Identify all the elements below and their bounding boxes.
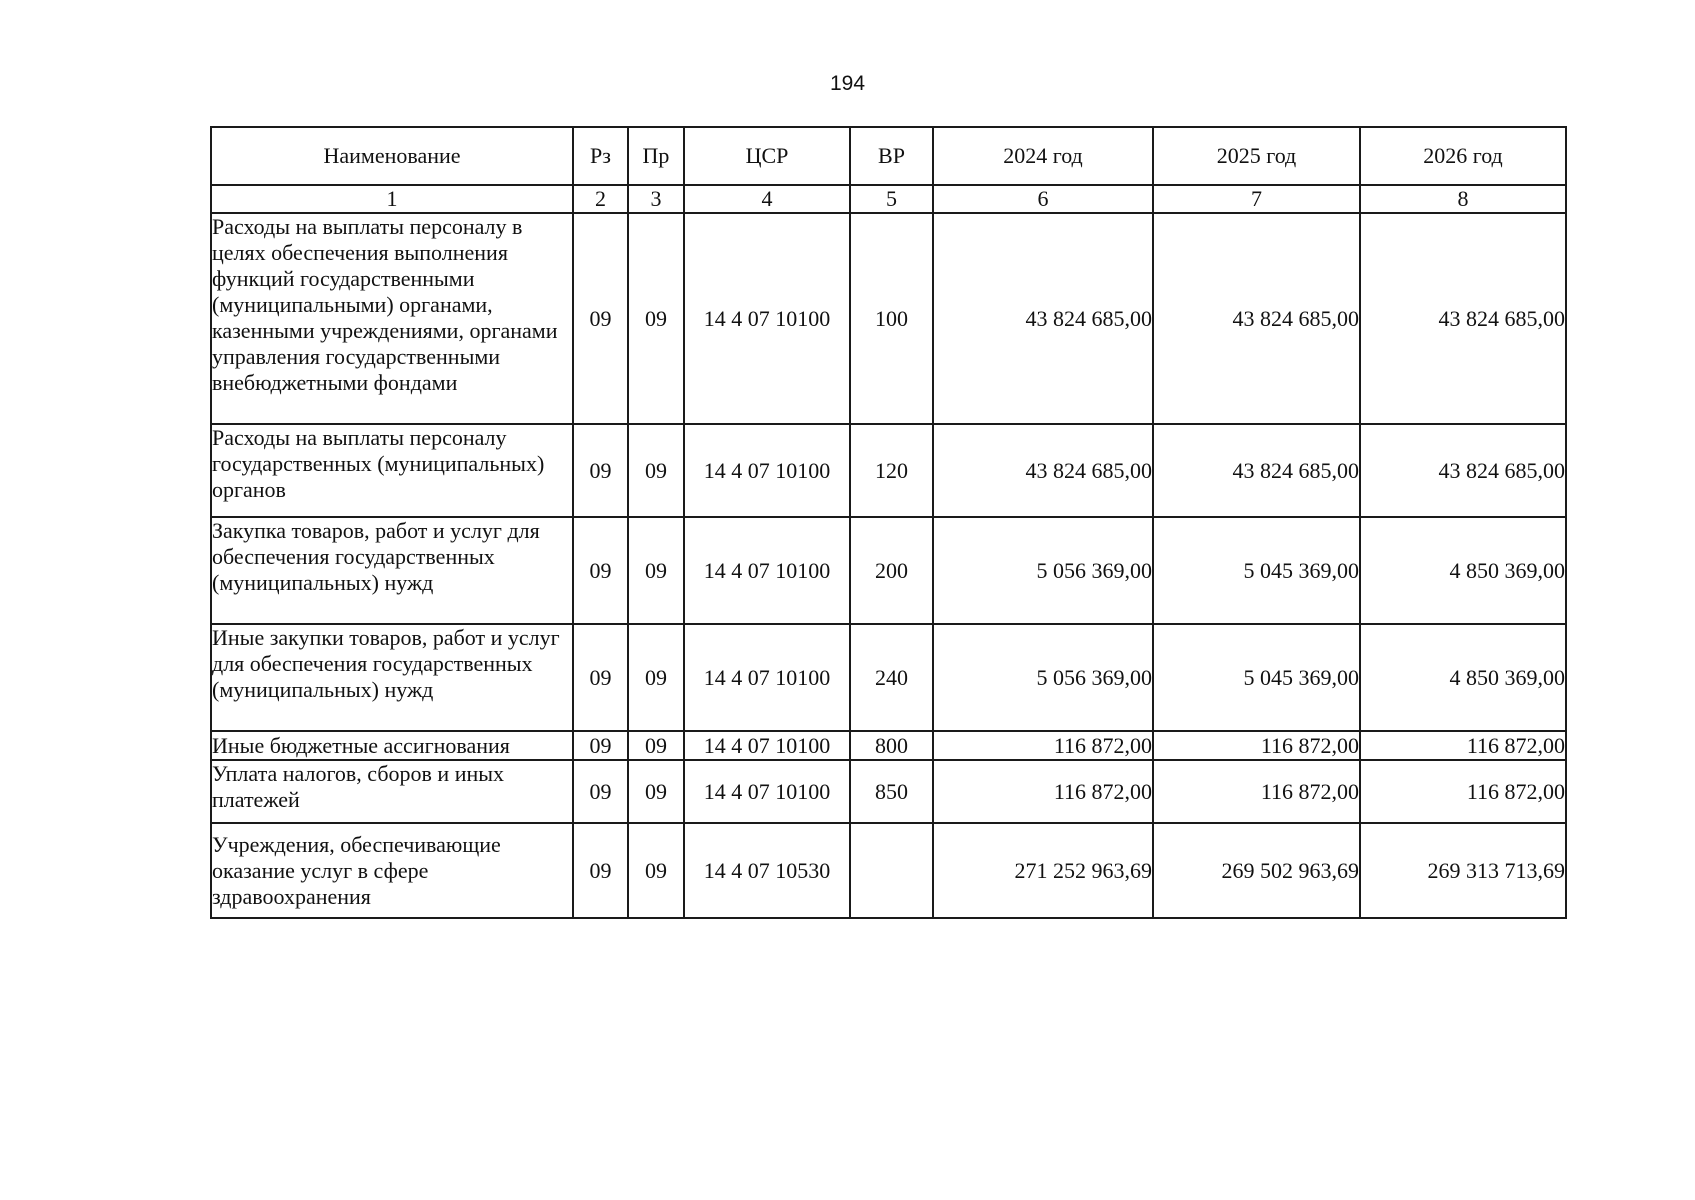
header-2025: 2025 год: [1153, 127, 1360, 185]
row-amount-2026: 4 850 369,00: [1360, 624, 1566, 731]
row-amount-2026: 269 313 713,69: [1360, 823, 1566, 918]
row-amount-2025: 116 872,00: [1153, 760, 1360, 823]
table-row: [211, 731, 1566, 760]
row-csr: 14 4 07 10100: [684, 424, 850, 517]
header-row: [211, 127, 1566, 185]
row-amount-2024: 43 824 685,00: [933, 213, 1153, 424]
row-name: Закупка товаров, работ и услуг для обеспечения государственных (муниципальных) нужд: [211, 517, 573, 624]
table-row: [211, 823, 1566, 918]
column-number: 7: [1153, 185, 1360, 213]
row-rz: 09: [573, 823, 628, 918]
row-amount-2024: 5 056 369,00: [933, 624, 1153, 731]
row-amount-2024: 43 824 685,00: [933, 424, 1153, 517]
column-number-row: [211, 185, 1566, 213]
row-rz: 09: [573, 624, 628, 731]
row-name: Уплата налогов, сборов и иных платежей: [211, 760, 573, 823]
row-name: Иные закупки товаров, работ и услуг для обеспечения государственных (муниципальных) нужд: [211, 624, 573, 731]
row-amount-2026: 116 872,00: [1360, 760, 1566, 823]
row-name: Расходы на выплаты персоналу в целях обеспечения выполнения функций государственными (муниципальными) органами, казенными учреждениями, органами управления государственными внебюджетными фондами: [211, 213, 573, 424]
row-pr: 09: [628, 760, 684, 823]
header-2026: 2026 год: [1360, 127, 1566, 185]
row-pr: 09: [628, 624, 684, 731]
row-amount-2024: 116 872,00: [933, 731, 1153, 760]
row-rz: 09: [573, 517, 628, 624]
row-amount-2025: 269 502 963,69: [1153, 823, 1360, 918]
row-csr: 14 4 07 10100: [684, 213, 850, 424]
row-pr: 09: [628, 731, 684, 760]
column-number: 6: [933, 185, 1153, 213]
row-csr: 14 4 07 10100: [684, 731, 850, 760]
budget-table: [210, 126, 1567, 919]
row-name: Иные бюджетные ассигнования: [211, 731, 573, 760]
row-csr: 14 4 07 10530: [684, 823, 850, 918]
row-rz: 09: [573, 424, 628, 517]
row-amount-2024: 116 872,00: [933, 760, 1153, 823]
table-row: [211, 424, 1566, 517]
row-amount-2026: 43 824 685,00: [1360, 213, 1566, 424]
row-pr: 09: [628, 517, 684, 624]
row-vr: 240: [850, 624, 933, 731]
page-number: 194: [829, 72, 866, 95]
row-rz: 09: [573, 731, 628, 760]
row-vr: [850, 823, 933, 918]
header-name: Наименование: [211, 127, 573, 185]
header-rz: Рз: [573, 127, 628, 185]
row-vr: 100: [850, 213, 933, 424]
row-vr: 850: [850, 760, 933, 823]
row-amount-2025: 5 045 369,00: [1153, 517, 1360, 624]
row-amount-2026: 4 850 369,00: [1360, 517, 1566, 624]
row-rz: 09: [573, 760, 628, 823]
row-amount-2024: 271 252 963,69: [933, 823, 1153, 918]
header-vr: ВР: [850, 127, 933, 185]
row-amount-2025: 116 872,00: [1153, 731, 1360, 760]
table-row: [211, 624, 1566, 731]
column-number: 4: [684, 185, 850, 213]
row-vr: 120: [850, 424, 933, 517]
header-csr: ЦСР: [684, 127, 850, 185]
row-csr: 14 4 07 10100: [684, 624, 850, 731]
row-amount-2026: 116 872,00: [1360, 731, 1566, 760]
row-name: Учреждения, обеспечивающие оказание услуг в сфере здравоохранения: [211, 823, 573, 918]
column-number: 5: [850, 185, 933, 213]
row-amount-2024: 5 056 369,00: [933, 517, 1153, 624]
column-number: 2: [573, 185, 628, 213]
header-2024: 2024 год: [933, 127, 1153, 185]
column-number: 3: [628, 185, 684, 213]
column-number: 8: [1360, 185, 1566, 213]
row-amount-2025: 5 045 369,00: [1153, 624, 1360, 731]
row-pr: 09: [628, 213, 684, 424]
row-pr: 09: [628, 823, 684, 918]
row-amount-2025: 43 824 685,00: [1153, 213, 1360, 424]
row-csr: 14 4 07 10100: [684, 517, 850, 624]
row-vr: 200: [850, 517, 933, 624]
row-name: Расходы на выплаты персоналу государственных (муниципальных) органов: [211, 424, 573, 517]
row-pr: 09: [628, 424, 684, 517]
header-pr: Пр: [628, 127, 684, 185]
row-amount-2025: 43 824 685,00: [1153, 424, 1360, 517]
table-row: [211, 760, 1566, 823]
column-number: 1: [211, 185, 573, 213]
row-csr: 14 4 07 10100: [684, 760, 850, 823]
table-row: [211, 517, 1566, 624]
row-rz: 09: [573, 213, 628, 424]
table-row: [211, 213, 1566, 424]
row-amount-2026: 43 824 685,00: [1360, 424, 1566, 517]
row-vr: 800: [850, 731, 933, 760]
